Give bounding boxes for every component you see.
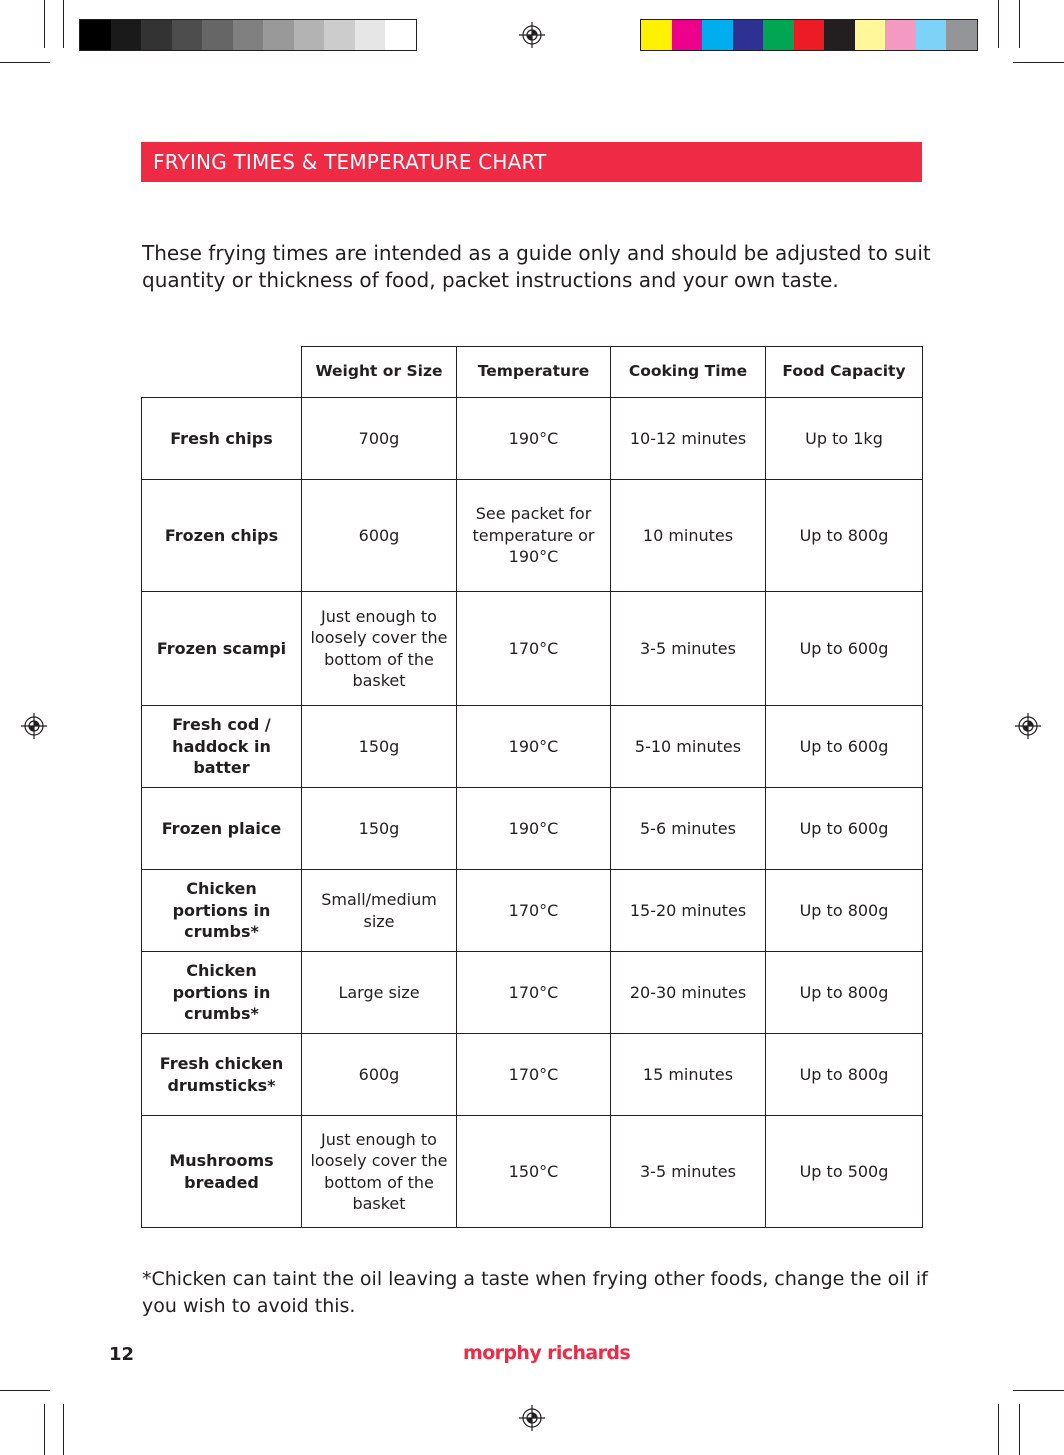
time-cell: 3-5 minutes	[611, 592, 766, 706]
calibration-swatch	[202, 20, 233, 50]
registration-mark-icon	[519, 1405, 545, 1431]
calibration-swatch	[733, 20, 764, 50]
food-cell: Chicken portions in crumbs*	[142, 952, 302, 1034]
weight-cell: 600g	[302, 1034, 457, 1116]
registration-mark-icon	[21, 713, 47, 739]
temperature-cell: 190°C	[457, 788, 611, 870]
table-row	[142, 480, 923, 592]
capacity-cell: Up to 1kg	[766, 398, 923, 480]
time-cell: 3-5 minutes	[611, 1116, 766, 1228]
capacity-cell: Up to 500g	[766, 1116, 923, 1228]
chicken-footnote: *Chicken can taint the oil leaving a taste when frying other foods, change the oil if you wish to avoid this.	[142, 1268, 928, 1317]
calibration-swatch	[141, 20, 172, 50]
calibration-swatch	[80, 20, 111, 50]
temperature-cell: 170°C	[457, 1034, 611, 1116]
header-food-capacity: Food Capacity	[766, 347, 923, 398]
calibration-swatch	[111, 20, 142, 50]
temperature-cell: See packet for temperature or 190°C	[457, 480, 611, 592]
frying-chart-table	[141, 346, 923, 1228]
table-row	[142, 870, 923, 952]
capacity-cell: Up to 600g	[766, 706, 923, 788]
weight-cell: Just enough to loosely cover the bottom of the basket	[302, 592, 457, 706]
calibration-swatch	[855, 20, 886, 50]
time-cell: 15-20 minutes	[611, 870, 766, 952]
calibration-swatch	[794, 20, 825, 50]
weight-cell: 600g	[302, 480, 457, 592]
table-header-row	[142, 347, 923, 398]
calibration-swatch	[641, 20, 672, 50]
temperature-cell: 170°C	[457, 870, 611, 952]
header-temperature: Temperature	[457, 347, 611, 398]
header-blank-cell	[142, 347, 302, 398]
intro-paragraph: These frying times are intended as a guide only and should be adjusted to suit quantity or thickness of food, packet instructions and your own taste.	[142, 241, 931, 292]
calibration-swatch	[672, 20, 703, 50]
weight-cell: 700g	[302, 398, 457, 480]
table-row	[142, 952, 923, 1034]
calibration-swatch	[294, 20, 325, 50]
calibration-swatch	[355, 20, 386, 50]
time-cell: 10-12 minutes	[611, 398, 766, 480]
weight-cell: Just enough to loosely cover the bottom of the basket	[302, 1116, 457, 1228]
header-cooking-time: Cooking Time	[611, 347, 766, 398]
temperature-cell: 150°C	[457, 1116, 611, 1228]
registration-mark-icon	[1015, 713, 1041, 739]
calibration-swatch	[916, 20, 947, 50]
calibration-swatch	[946, 20, 977, 50]
temperature-cell: 170°C	[457, 952, 611, 1034]
food-cell: Frozen chips	[142, 480, 302, 592]
calibration-swatch	[885, 20, 916, 50]
food-cell: Fresh cod / haddock in batter	[142, 706, 302, 788]
capacity-cell: Up to 800g	[766, 952, 923, 1034]
capacity-cell: Up to 800g	[766, 480, 923, 592]
capacity-cell: Up to 600g	[766, 788, 923, 870]
calibration-swatch	[702, 20, 733, 50]
temperature-cell: 170°C	[457, 592, 611, 706]
capacity-cell: Up to 800g	[766, 1034, 923, 1116]
table-row	[142, 592, 923, 706]
time-cell: 5-6 minutes	[611, 788, 766, 870]
table-row	[142, 1116, 923, 1228]
temperature-cell: 190°C	[457, 706, 611, 788]
temperature-cell: 190°C	[457, 398, 611, 480]
food-cell: Chicken portions in crumbs*	[142, 870, 302, 952]
weight-cell: Large size	[302, 952, 457, 1034]
weight-cell: Small/medium size	[302, 870, 457, 952]
calibration-swatch	[233, 20, 264, 50]
food-cell: Fresh chips	[142, 398, 302, 480]
table-row	[142, 788, 923, 870]
brand-logo: morphy richards	[463, 1342, 631, 1364]
registration-mark-icon	[519, 22, 545, 48]
grayscale-calibration-bar	[79, 19, 417, 51]
table-row	[142, 398, 923, 480]
weight-cell: 150g	[302, 706, 457, 788]
calibration-swatch	[385, 20, 416, 50]
calibration-swatch	[172, 20, 203, 50]
capacity-cell: Up to 800g	[766, 870, 923, 952]
food-cell: Frozen plaice	[142, 788, 302, 870]
time-cell: 20-30 minutes	[611, 952, 766, 1034]
time-cell: 10 minutes	[611, 480, 766, 592]
section-title-banner: FRYING TIMES & TEMPERATURE CHART	[141, 142, 922, 182]
food-cell: Frozen scampi	[142, 592, 302, 706]
color-calibration-bar	[640, 19, 978, 51]
table-row	[142, 706, 923, 788]
food-cell: Mushrooms breaded	[142, 1116, 302, 1228]
header-weight: Weight or Size	[302, 347, 457, 398]
time-cell: 5-10 minutes	[611, 706, 766, 788]
page-number: 12	[109, 1344, 135, 1365]
capacity-cell: Up to 600g	[766, 592, 923, 706]
weight-cell: 150g	[302, 788, 457, 870]
table-row	[142, 1034, 923, 1116]
calibration-swatch	[263, 20, 294, 50]
calibration-swatch	[763, 20, 794, 50]
calibration-swatch	[324, 20, 355, 50]
food-cell: Fresh chicken drumsticks*	[142, 1034, 302, 1116]
time-cell: 15 minutes	[611, 1034, 766, 1116]
calibration-swatch	[824, 20, 855, 50]
